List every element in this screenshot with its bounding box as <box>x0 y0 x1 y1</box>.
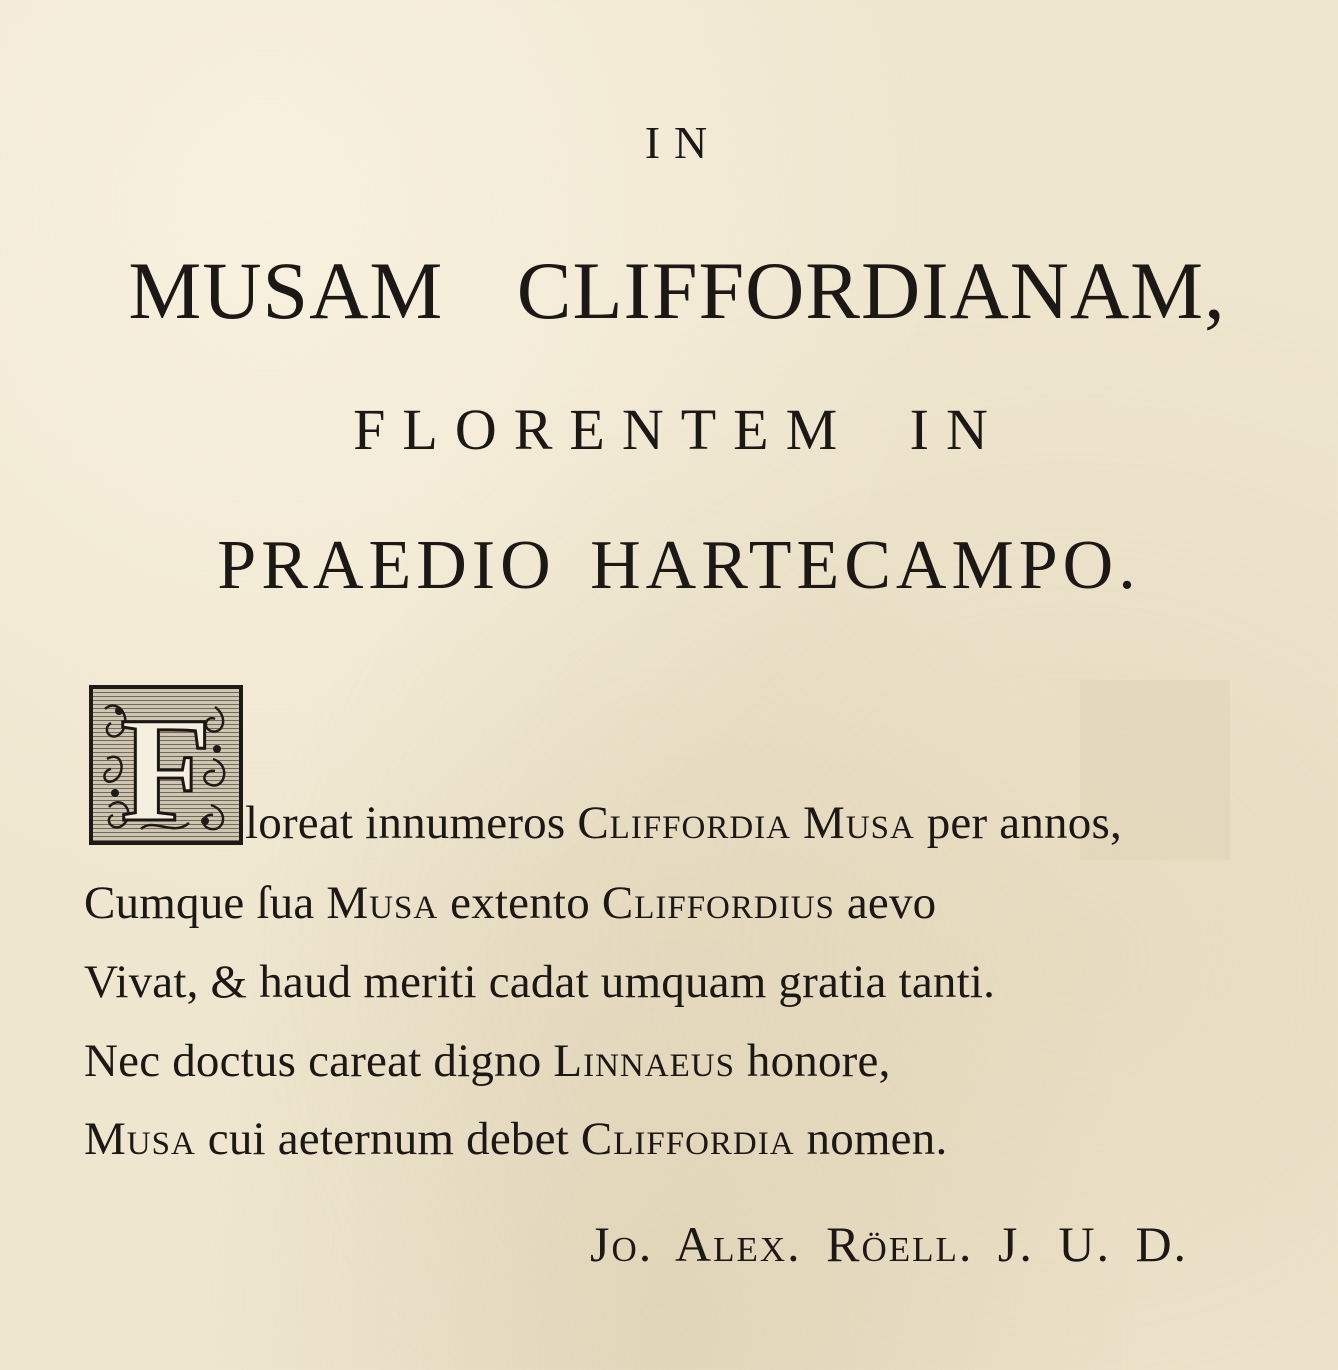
title-line-4: PRAEDIO HARTECAMPO. <box>217 527 1141 604</box>
verse-text: Cumque ſua <box>84 877 327 929</box>
small-caps-name: Cliffordia <box>580 1113 795 1165</box>
decorated-initial <box>89 685 243 845</box>
verse-text: aevo <box>834 877 937 929</box>
small-caps-name: Musa <box>84 1113 196 1165</box>
verse-text: per annos, <box>914 797 1122 849</box>
verse-text: cui aeternum debet <box>195 1113 581 1165</box>
small-caps-name: Musa <box>326 877 439 929</box>
verse-text: Nec doctus careat digno <box>84 1035 554 1087</box>
title-line-3: FLORENTEM IN <box>353 397 1005 462</box>
verse-text: nomen. <box>794 1113 948 1165</box>
verse-line-4 <box>84 1034 891 1088</box>
verse-text: loreat innumeros <box>245 797 578 849</box>
small-caps-name: Cliffordia <box>577 797 792 849</box>
verse-text: extento <box>438 877 602 929</box>
small-caps-name: Linnaeus <box>553 1035 735 1087</box>
initial-letter: F <box>120 687 212 845</box>
small-caps-name: Musa <box>802 797 915 849</box>
title-line-1: IN <box>644 117 722 168</box>
verse-line-2 <box>84 876 936 930</box>
verse-line-5 <box>84 1112 947 1166</box>
verse-line-3 <box>84 955 995 1009</box>
title-line-2: MUSAM CLIFFORDIANAM, <box>128 245 1226 336</box>
small-caps-name: Cliffordius <box>601 877 835 929</box>
verse-line-1 <box>245 796 1122 850</box>
signature: Jo. Alex. Röell. J. U. D. <box>590 1216 1189 1272</box>
verse-text: honore, <box>734 1035 891 1087</box>
verse-text <box>791 797 803 849</box>
verse-text: Vivat, & haud meriti cadat umquam gratia tanti. <box>84 956 996 1008</box>
